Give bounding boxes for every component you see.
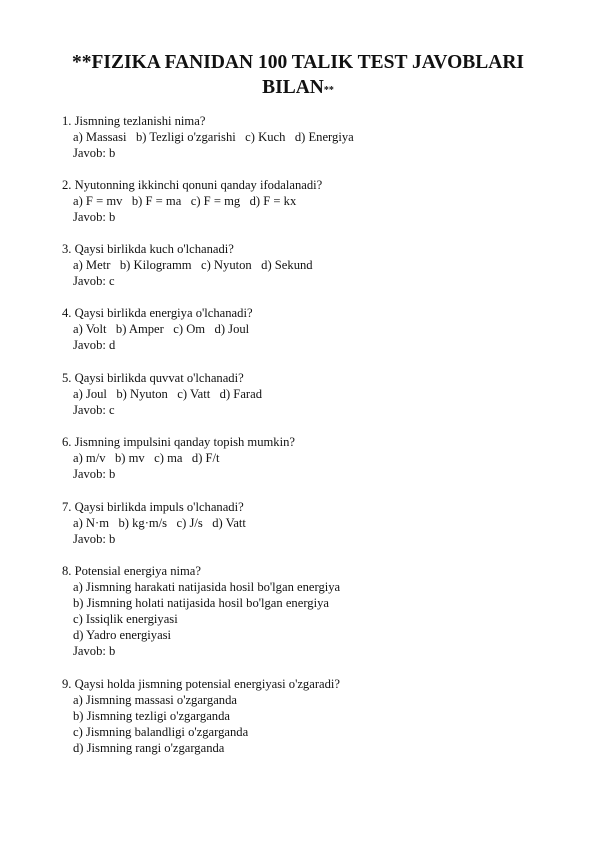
question-answer: Javob: b [73, 146, 116, 160]
question-text: 7. Qaysi birlikda impuls o'lchanadi? [62, 500, 244, 514]
document-title [40, 50, 556, 103]
question-block [62, 370, 262, 418]
question-options: a) Massasi b) Tezligi o'zgarishi c) Kuch d) Energiya [73, 130, 354, 144]
question-options: a) Volt b) Amper c) Om d) Joul [73, 322, 250, 336]
question-options: a) Metr b) Kilogramm c) Nyuton d) Sekund [73, 258, 313, 272]
question-text: 5. Qaysi birlikda quvvat o'lchanadi? [62, 371, 244, 385]
question-option: b) Jismning tezligi o'zgarganda [73, 709, 230, 723]
question-answer: Javob: b [73, 210, 116, 224]
question-block [62, 113, 354, 161]
question-block [62, 305, 253, 353]
question-block [62, 241, 313, 289]
question-block [62, 499, 246, 547]
question-answer: Javob: c [73, 274, 115, 288]
question-block [62, 676, 340, 756]
question-answer: Javob: b [73, 532, 116, 546]
question-answer: Javob: b [73, 644, 116, 658]
question-text: 6. Jismning impulsini qanday topish mumkin? [62, 435, 295, 449]
question-options: a) m/v b) mv c) ma d) F/t [73, 451, 220, 465]
question-answer: Javob: b [73, 467, 116, 481]
title-suffix: ** [323, 85, 334, 96]
title-line-2 [40, 75, 556, 103]
question-block [62, 434, 295, 482]
question-answer: Javob: c [73, 403, 115, 417]
question-answer: Javob: d [73, 338, 116, 352]
question-text: 1. Jismning tezlanishi nima? [62, 114, 206, 128]
question-text: 2. Nyutonning ikkinchi qonuni qanday ifodalanadi? [62, 178, 323, 192]
question-option: a) Jismning harakati natijasida hosil bo'lgan energiya [73, 580, 341, 594]
question-text: 4. Qaysi birlikda energiya o'lchanadi? [62, 306, 253, 320]
question-option: c) Issiqlik energiyasi [73, 612, 178, 626]
question-option: b) Jismning holati natijasida hosil bo'lgan energiya [73, 596, 329, 610]
question-options: a) F = mv b) F = ma c) F = mg d) F = kx [73, 194, 297, 208]
title-line-1: **FIZIKA FANIDAN 100 TALIK TEST JAVOBLARI [71, 52, 524, 73]
question-option: a) Jismning massasi o'zgarganda [73, 693, 237, 707]
question-option: d) Yadro energiyasi [73, 628, 172, 642]
question-options: a) N·m b) kg·m/s c) J/s d) Vatt [73, 516, 246, 530]
question-block [62, 177, 322, 225]
title-line-2-text: BILAN [262, 77, 324, 98]
question-option: d) Jismning rangi o'zgarganda [73, 741, 225, 755]
question-text: 9. Qaysi holda jismning potensial energiyasi o'zgaradi? [62, 677, 340, 691]
question-option: c) Jismning balandligi o'zgarganda [73, 725, 249, 739]
question-text: 3. Qaysi birlikda kuch o'lchanadi? [62, 242, 234, 256]
question-options: a) Joul b) Nyuton c) Vatt d) Farad [73, 387, 262, 401]
question-block [62, 563, 340, 659]
question-text: 8. Potensial energiya nima? [62, 564, 201, 578]
